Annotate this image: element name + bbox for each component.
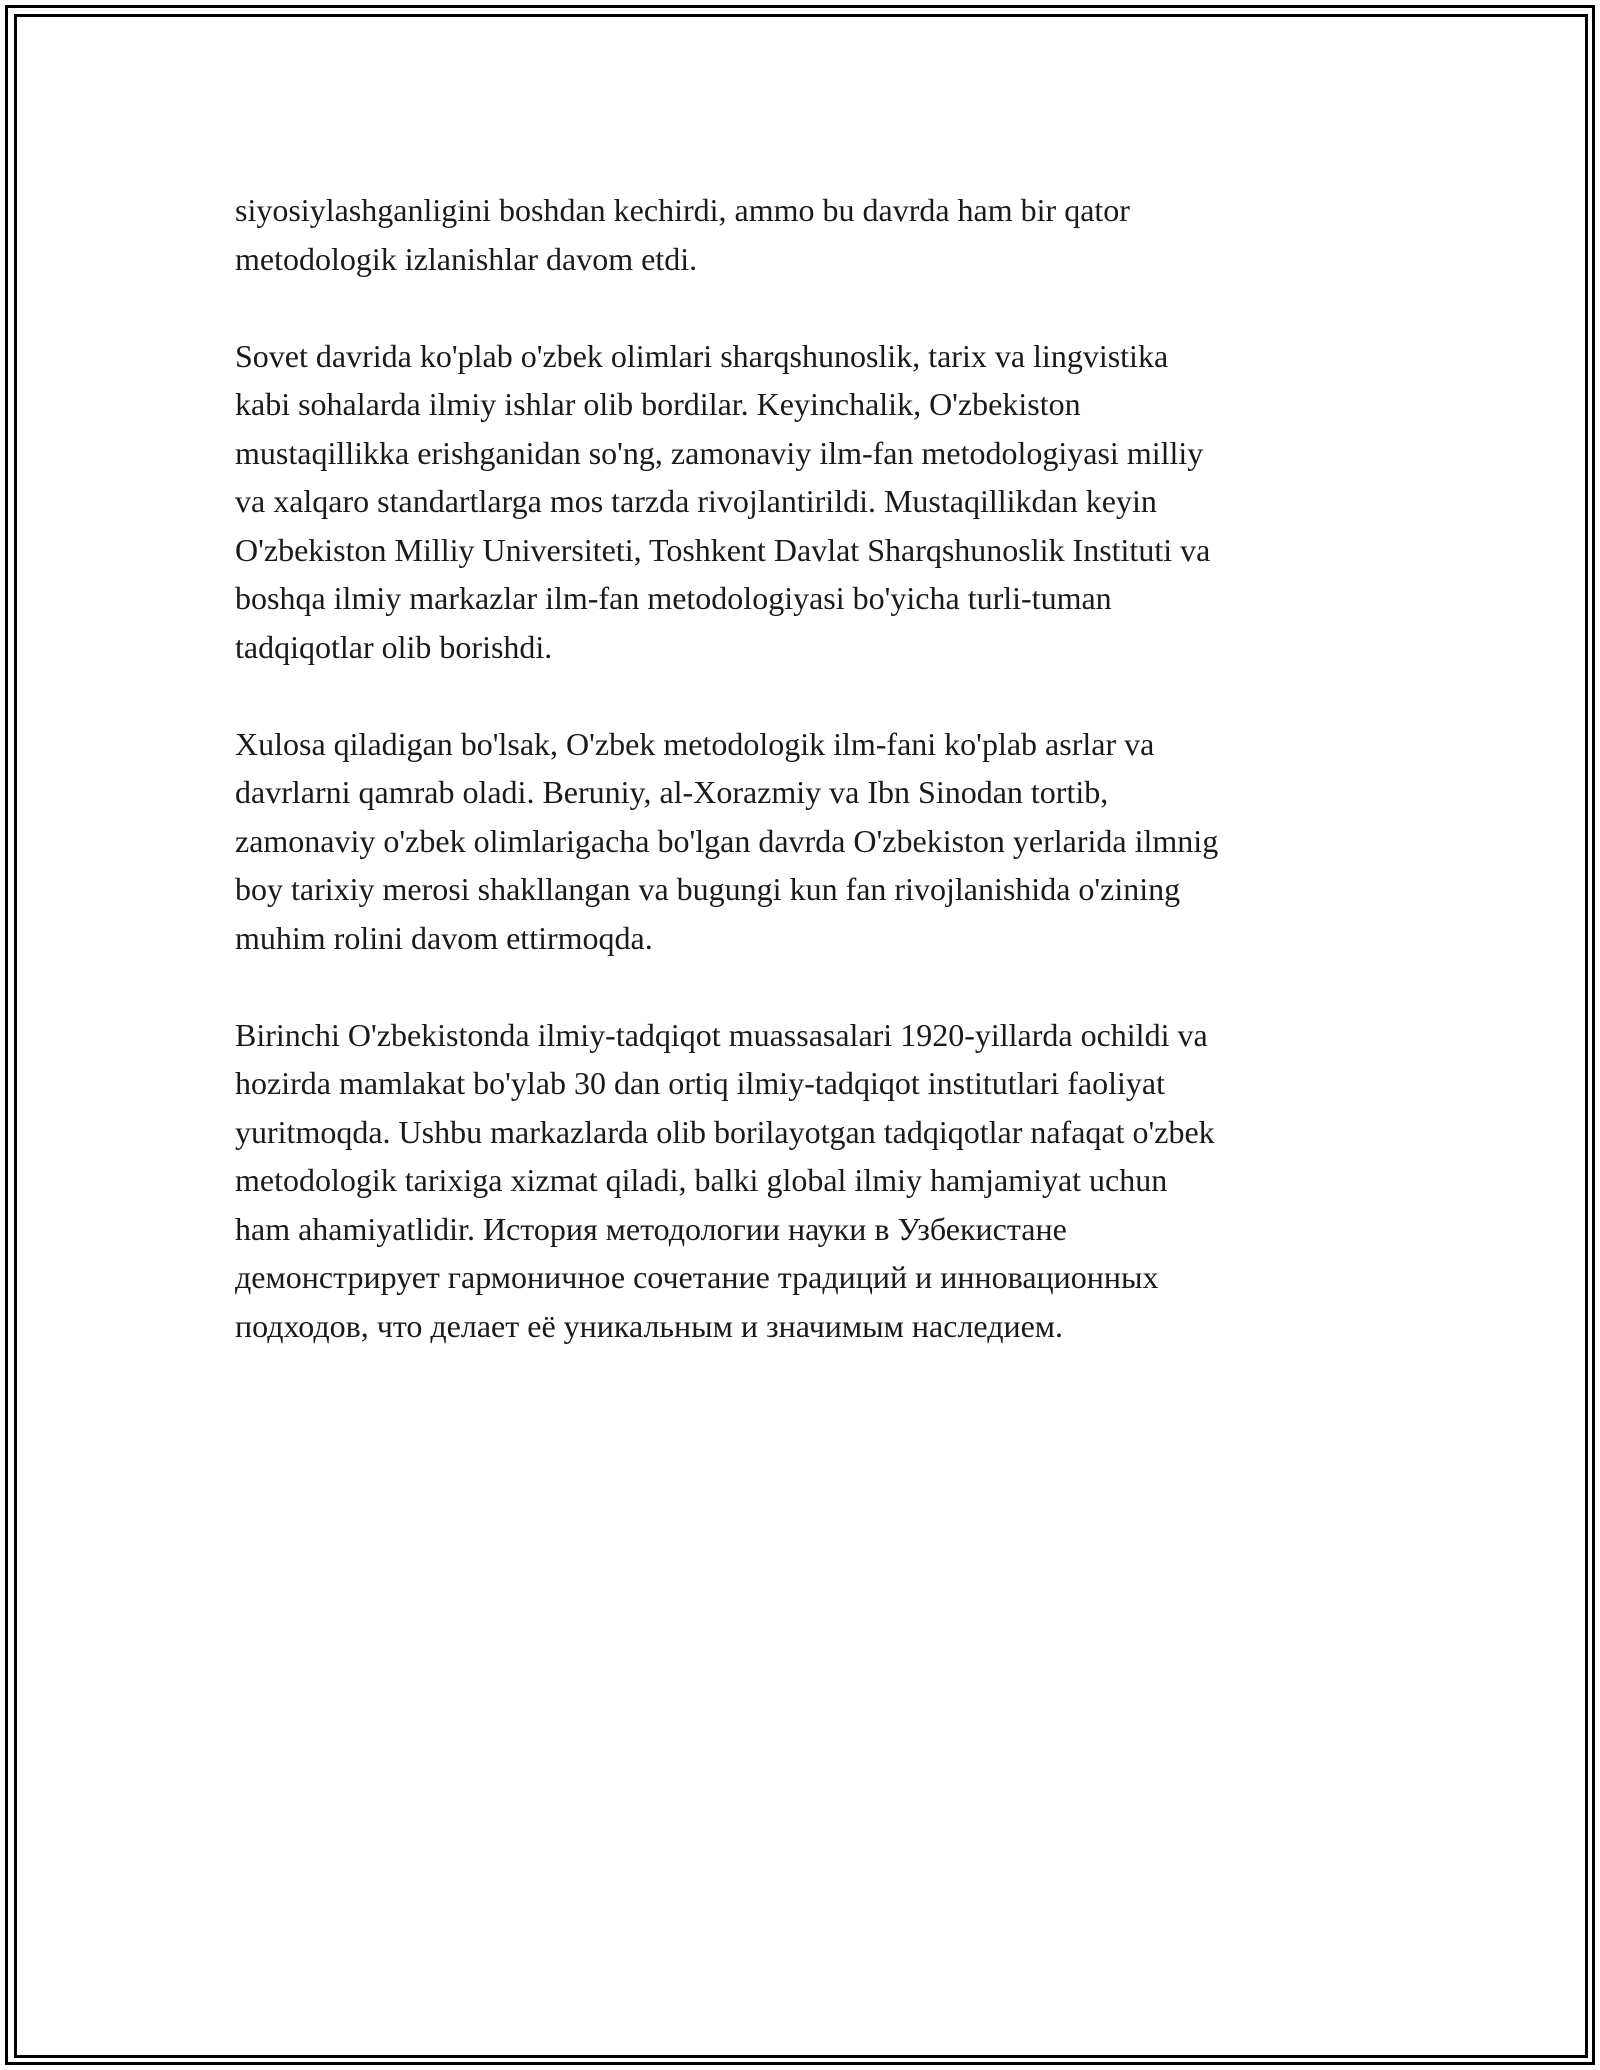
paragraph: siyosiylashganligini boshdan kechirdi, ammo bu davrda ham bir qator metodologik izlanishlar davom etdi. — [235, 192, 1130, 277]
paragraph: Xulosa qiladigan bo'lsak, O'zbek metodologik ilm-fani ko'plab asrlar va davrlarni qamrab oladi. Beruniy, al-Xorazmiy va Ibn Sinodan tortib, zamonaviy o'zbek olimlarigacha bo'lgan davrda O'zbekiston yerlarida ilmnig boy tarixiy merosi shakllangan va bugungi kun fan rivojlanishida o'zining muhim rolini davom ettirmoqda. — [235, 725, 1219, 956]
document-body — [235, 186, 1375, 1399]
paragraph: Sovet davrida ko'plab o'zbek olimlari sharqshunoslik, tarix va lingvistika kabi sohalarda ilmiy ishlar olib bordilar. Keyinchalik, O'zbekiston mustaqillikka erishganidan so'ng, zamonaviy ilm-fan metodologiyasi milliy va xalqaro standartlarga mos tarzda rivojlantirildi. Mustaqillikdan keyin O'zbekiston Milliy Universiteti, Toshkent Davlat Sharqshunoslik Instituti va boshqa ilmiy markazlar ilm-fan metodologiyasi bo'yicha turli-tuman tadqiqotlar olib borishdi. — [235, 337, 1211, 665]
paragraph: Birinchi O'zbekistonda ilmiy-tadqiqot muassasalari 1920-yillarda ochildi va hozirda mamlakat bo'ylab 30 dan ortiq ilmiy-tadqiqot institutlari faoliyat yuritmoqda. Ushbu markazlarda olib borilayotgan tadqiqotlar nafaqat o'zbek metodologik tarixiga xizmat qiladi, balki global ilmiy hamjamiyat uchun ham ahamiyatlidir. История методологии науки в Узбекистане демонстрирует гармоничное сочетание традиций и инновационных подходов, что делает её уникальным и значимым наследием. — [235, 1016, 1215, 1344]
